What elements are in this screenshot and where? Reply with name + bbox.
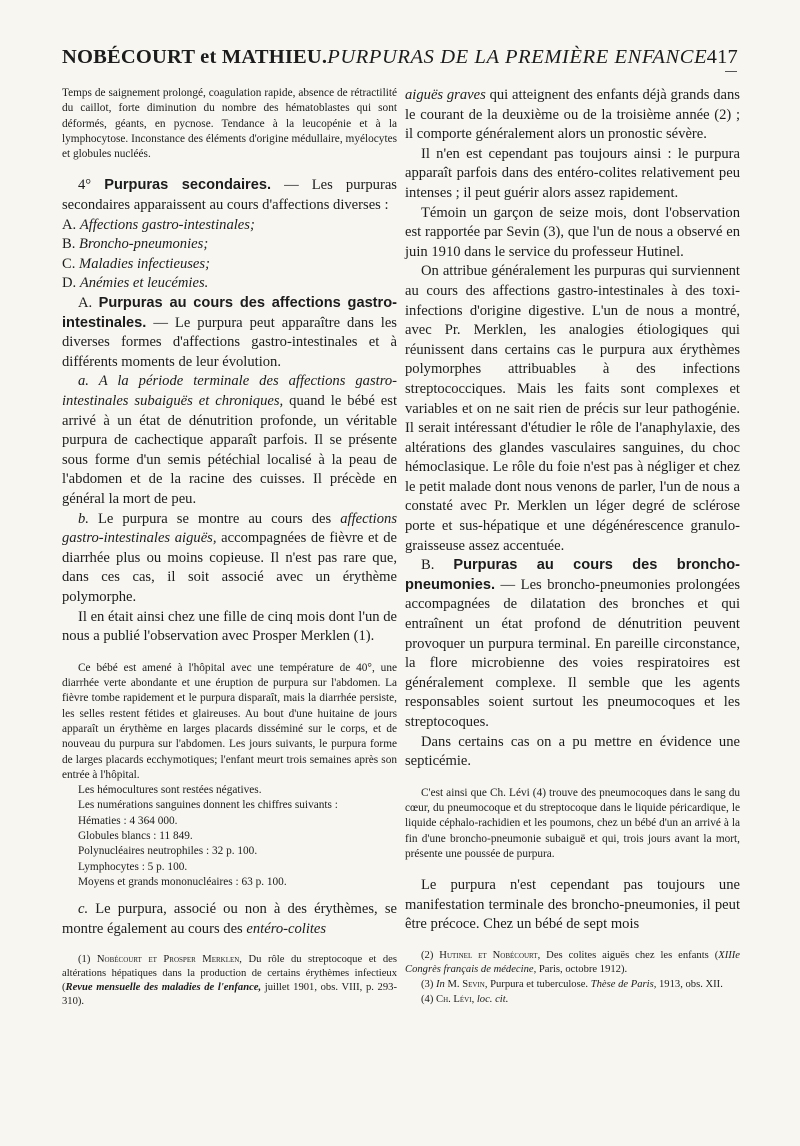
affection-list <box>62 216 397 294</box>
footnote-2-number: (2) <box>421 950 440 962</box>
section-a-text: — Le purpura peut apparaître dans les diverses formes d'affections gastro-intestinales et à différents moments de leur évolution. <box>62 314 397 370</box>
section-b-heading <box>405 556 740 732</box>
paragraph-a <box>62 372 397 509</box>
footnote-2-text: Des colites aiguës chez les enfants ( <box>540 950 719 962</box>
footnote-1-text: Du rôle du streptocoque et des altérations hépatiques dans la production de certains érythèmes infectieux ( <box>62 954 397 994</box>
list-text: Maladies infectieuses; <box>79 255 210 272</box>
footnote-4-number: (4) <box>421 994 437 1006</box>
running-header <box>62 46 738 76</box>
continuation-dash <box>725 71 737 72</box>
footnote-3 <box>405 978 740 992</box>
page-number: 417 <box>706 46 738 68</box>
observation-counts-intro: Les numérations sanguines donnent les chiffres suivants : <box>78 799 338 812</box>
list-item <box>62 235 397 255</box>
right-column <box>405 86 740 1008</box>
paragraph-pathogenie: On attribue généralement les purpuras qui surviennent au cours des affections gastro-intestinales à des toxi-infections d'origine digestive. L'un de nous a montré, avec Pr. Merklen, les analogies étiologiques qui réunissent dans certains cas le purpura aux érythèmes polymorphes attribuables à des infections streptococciques. Mais les faits sont complexes et variables et on ne sait rien de précis sur leur pathogénie. Il serait intéressant d'étudier le rôle de l'anaphylaxie, des altérations des glandes vasculaires sanguines, du choc hémoclasique. Le rôle du foie n'est pas à négliger et chez le petit malade dont nous venons de parler, l'un de nous a constaté avec Pr. Merklen un léger degré de sclérose porte et sus-hépatique et une dégénérescence granulo-graisseuse assez accentuée. <box>405 263 740 554</box>
section-a-letter: A. <box>78 295 99 312</box>
left-column <box>62 86 397 1009</box>
footnotes-right <box>405 949 740 1007</box>
footnote-4-italic: loc. cit. <box>474 994 509 1006</box>
section-b-text: — Les broncho-pneumonies prolongées accompagnées de dilatation des bronches et qui entraînent un état profond de dénutrition peuvent provoquer un purpura terminal. En pareille circonstance, la flore microbienne des voies respiratoires est généralement complexe. Il semble que les agents responsables soient surtout les pneumocoques et les streptocoques. <box>405 576 740 730</box>
paragraph-b-text1: Le purpura se montre au cours des <box>97 510 341 527</box>
list-text: Affections gastro-intestinales; <box>79 216 255 233</box>
paragraph-girl: Il en était ainsi chez une fille de cinq mois dont l'un de nous a publié l'observation avec Prosper Merklen (1). <box>62 608 397 645</box>
footnote-2 <box>405 949 740 977</box>
paragraph-c <box>62 900 397 939</box>
list-item <box>62 255 397 275</box>
count-line: Hématies : 4 364 000. <box>78 814 178 827</box>
footnote-1 <box>62 953 397 1009</box>
paragraph-c-letter: c. <box>78 901 96 918</box>
list-text: Anémies et leucémies. <box>79 275 209 292</box>
list-text: Broncho-pneumonies; <box>79 236 209 253</box>
paragraph-a-italic: A la période terminale des affections gastro-intestinales subaiguës et chroniques, <box>62 373 397 410</box>
footnote-3-italic: Thèse de Paris, <box>590 979 657 991</box>
continuation-italic: aiguës graves <box>405 87 486 103</box>
list-letter: A. <box>62 216 80 233</box>
footnote-3-ref: 1913, obs. XII. <box>656 979 723 991</box>
header-title: PURPURAS DE LA PREMIÈRE ENFANCE <box>327 46 708 68</box>
section-b-letter: B. <box>421 557 454 574</box>
list-letter: D. <box>62 275 80 292</box>
count-line: Moyens et grands mononucléaires : 63 p. 100. <box>78 875 287 888</box>
list-item <box>62 216 397 236</box>
observation-levi: C'est ainsi que Ch. Lévi (4) trouve des pneumocoques dans le sang du cœur, du pneumocoque et du streptocoque dans le liquide péricardique, le liquide céphalo-rachidien et les poumons, chez un bébé d'un an arrivé à la fin d'une broncho-pneumonie subaiguë et qui, trois jours avant la mort, présente une poussée de purpura. <box>405 786 740 860</box>
count-line: Polynucléaires neutrophiles : 32 p. 100. <box>78 845 258 858</box>
section-4-heading <box>62 176 397 215</box>
section-a-heading <box>62 294 397 372</box>
footnote-1-authors: Nobécourt et Prosper Merklen, <box>96 954 242 966</box>
header-authors: NOBÉCOURT et MATHIEU. <box>62 46 328 68</box>
observation-text: Ce bébé est amené à l'hôpital avec une température de 40°, une diarrhée verte abondante et une éruption de purpura sur l'abdomen. La fièvre tombe rapidement et le purpura disparaît, mais la diarrhée persiste, les selles restent fétides et glaireuses. Au bout d'une huitaine de jours apparaît un érythème en larges placards disséminé sur le corps, et de nouveau du purpura sur l'abdomen. Les jours suivants, le purpura forme de larges placards ecchymotiques; l'enfant meurt trois semaines après son entrée à l'hôpital. <box>62 661 397 781</box>
paragraph-b-italic: affections gastro-intestinales aiguës, <box>62 510 397 547</box>
paragraph-enterocolites: Il n'en est cependant pas toujours ainsi : le purpura apparaît parfois dans des entéro-colites relativement peu intenses ; il peut guérir alors assez rapidement. <box>405 145 740 201</box>
footnote-2-ref: Paris, octobre 1912). <box>536 964 628 976</box>
paragraph-b <box>62 510 397 608</box>
list-letter: B. <box>62 236 80 253</box>
footnote-3-text: Purpura et tuberculose. <box>487 979 591 991</box>
paragraph-a-letter: a. <box>78 373 99 390</box>
count-line: Lymphocytes : 5 p. 100. <box>78 860 188 873</box>
footnote-1-number: (1) <box>78 954 97 966</box>
section-4-text: — Les purpuras secondaires apparaissent au cours d'affections diverses : <box>62 177 397 214</box>
intro-summary: Temps de saignement prolongé, coagulation rapide, absence de rétractilité du caillot, forte diminution du nombre des hématoblastes qui sont déformés, géants, en pycnose. Tendance à la leucopénie et à la lymphocytose. Inconstance des éléments d'origine médullaire, myélocytes et globules nucléés. <box>62 87 397 161</box>
footnote-1-journal: Revue mensuelle des maladies de l'enfance, <box>65 982 262 994</box>
list-item <box>62 274 397 294</box>
footnote-3-in: In <box>436 979 445 991</box>
paragraph-precoce: Le purpura n'est cependant pas toujours une manifestation terminale des broncho-pneumonies, il peut être précoce. Chez un bébé de sept mois <box>405 877 740 933</box>
footnote-4-author: Ch. Lévi, <box>436 994 475 1006</box>
continuation-paragraph <box>405 86 740 145</box>
section-4-number: 4° <box>78 177 105 194</box>
paragraph-b-text2: accompagnées de fièvre et de diarrhée plus ou moins copieuse. Il n'est pas rare que, dans ces cas, il soit associé avec un érythème polymorphe. <box>62 530 397 605</box>
continuation-text: qui atteignent des enfants déjà grands dans le courant de la deuxième ou de la troisième année (2) ; il comporte généralement alors un pronostic sévère. <box>405 87 740 143</box>
section-a-title: Purpuras au cours des affections gastro-intestinales. <box>62 295 397 331</box>
paragraph-b-letter: b. <box>78 510 98 527</box>
count-line: Globules blancs : 11 849. <box>78 830 193 842</box>
footnote-2-italic: XIIIe Congrès français de médecine, <box>405 950 740 976</box>
footnote-2-authors: Hutinel et Nobécourt, <box>439 950 541 962</box>
footnote-3-number: (3) <box>421 979 437 991</box>
section-4-title: Purpuras secondaires. <box>104 177 272 194</box>
paragraph-a-text: quand le bébé est arrivé à un état de dénutrition profonde, un véritable purpura de cachectique apparaît parfois. Il se présente sous forme d'un semis pétéchial localisé à la peau de l'abdomen et de la racine des cuisses. Il précède en général la mort de peu. <box>62 393 397 507</box>
section-b-title: Purpuras au cours des broncho-pneumonies. <box>405 557 741 593</box>
paragraph-septicemie: Dans certains cas on a pu mettre en évidence une septicémie. <box>405 733 740 770</box>
footnote-3-author: M. Sevin, <box>444 979 488 991</box>
paragraph-c-text: Le purpura, associé ou non à des érythèmes, se montre également au cours des <box>62 901 397 937</box>
footnote-1-ref: juillet 1901, obs. VIII, p. 293-310). <box>62 982 397 1008</box>
observation-hemocultures: Les hémocultures sont restées négatives. <box>78 784 262 797</box>
paragraph-temoin: Témoin un garçon de seize mois, dont l'observation est rapportée par Sevin (3), que l'un de nous a observé en juin 1910 dans le service du professeur Hutinel. <box>405 204 740 260</box>
paragraph-c-italic: entéro-colites <box>246 920 327 937</box>
footnote-4 <box>405 993 740 1007</box>
list-letter: C. <box>62 255 80 272</box>
